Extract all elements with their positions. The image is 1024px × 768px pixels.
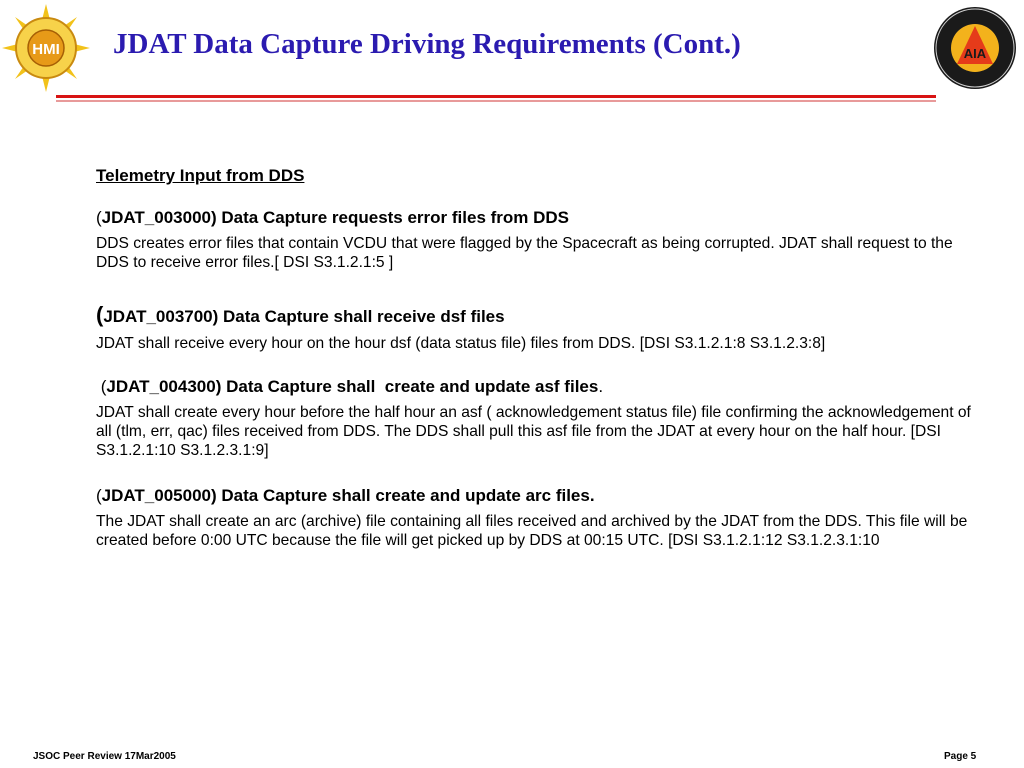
requirement-4 [96,486,976,550]
page-number: Page 5 [944,751,977,762]
requirement-heading: (JDAT_005000) Data Capture shall create and update arc files. [96,486,595,505]
hmi-logo [2,4,90,92]
requirement-body: JDAT shall receive every hour on the hour dsf (data status file) files from DDS. [DSI S3.1.2.1:8 S3.1.2.3:8] [96,335,826,352]
section-title: Telemetry Input from DDS [96,166,305,185]
requirement-body: The JDAT shall create an arc (archive) file containing all files received and archived by the JDAT from the DDS. This file will be created before 0:00 UTC because the file will get picked up by DDS at 00:15 UTC. [DSI S3.1.2.1:12 S3.1.2.3.1:10 [96,513,968,549]
requirement-body: DDS creates error files that contain VCDU that were flagged by the Spacecraft as being corrupted. JDAT shall request to the DDS to receive error files.[ DSI S3.1.2.1:5 ] [96,235,953,271]
title-rule-shadow [56,100,936,102]
requirement-heading: (JDAT_003000) Data Capture requests error files from DDS [96,208,570,227]
requirement-3 [96,377,976,460]
requirement-2 [96,302,976,353]
aia-logo [933,6,1017,90]
requirement-heading: (JDAT_003700) Data Capture shall receive dsf files [96,302,505,327]
requirement-body: JDAT shall create every hour before the half hour an asf ( acknowledgement status file) file confirming the acknowledgement of all (tlm, err, qac) files received from DDS. The DDS shall pull this asf file from the JDAT at every hour on the half hour. [DSI S3.1.2.1:10 S3.1.2.3.1:9] [96,404,971,459]
slide-content [96,166,976,550]
svg-text:HMI: HMI [32,41,60,58]
footer-left: JSOC Peer Review 17Mar2005 [33,751,176,762]
page-title: JDAT Data Capture Driving Requirements (Cont.) [113,28,741,60]
svg-text:AIA: AIA [963,46,987,61]
requirement-1 [96,208,976,272]
requirement-heading: (JDAT_004300) Data Capture shall create and update asf files. [96,377,604,396]
title-rule [56,95,936,98]
